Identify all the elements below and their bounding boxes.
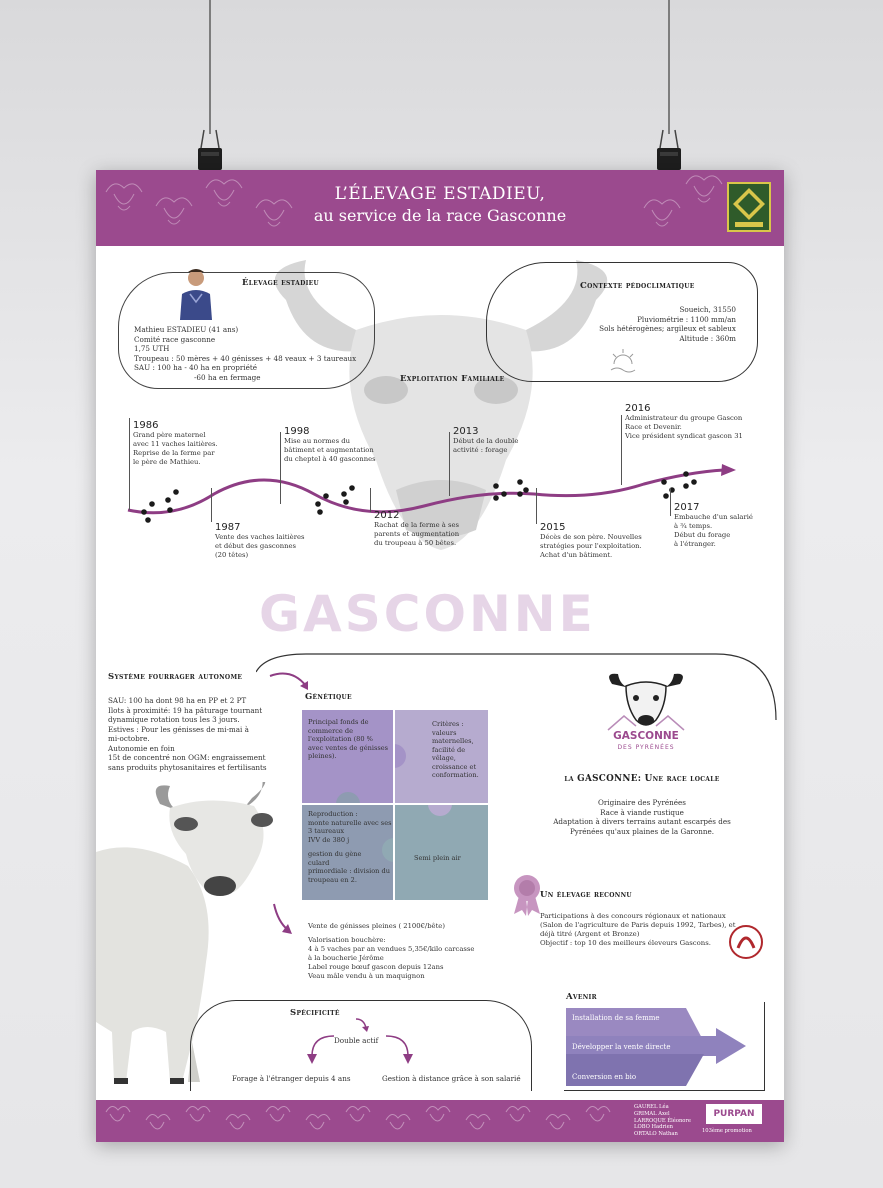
puzzle-line: monte naturelle avec ses <box>308 818 392 827</box>
ventes-line: Valorisation bouchère: <box>308 936 386 944</box>
puzzle-text-criteres <box>432 720 479 780</box>
puzzle-line: culard <box>308 858 330 867</box>
timeline-event-1987 <box>215 522 304 560</box>
fourrager-line: sans produits phytosanitaires et fertilisants <box>108 762 267 772</box>
contexte-details <box>536 305 736 343</box>
fourrager-line: Autonomie en foin <box>108 743 175 753</box>
arrow-left-curve-icon <box>306 1032 336 1066</box>
timeline-event-1986 <box>133 420 218 467</box>
elevage-heading: Élevage estadieu <box>242 278 320 288</box>
reconnu-heading: Un élevage reconnu <box>540 890 632 900</box>
puzzle-line: troupeau en 2. <box>308 875 357 884</box>
puzzle-text-semi-plein-air: Semi plein air <box>414 854 461 862</box>
event-year: 2017 <box>674 502 700 513</box>
contexte-line: Sols hétérogènes; argileux et sableux <box>599 324 736 333</box>
event-year: 2012 <box>374 510 400 521</box>
event-year: 2015 <box>540 522 566 533</box>
race-line: Originaire des Pyrénées <box>598 798 686 807</box>
event-year: 2013 <box>453 426 479 437</box>
puzzle-text-reproduction <box>308 810 391 884</box>
timeline-event-1998 <box>284 426 376 464</box>
puzzle-line: commerce de <box>308 726 354 735</box>
race-locale-heading: la GASCONNE: Une race locale <box>564 774 720 784</box>
event-line: stratégies pour l'exploitation. <box>540 542 642 550</box>
contexte-line: Pluviométrie : 1100 mm/an <box>637 314 736 324</box>
author-name: LOBO Hadrien <box>634 1124 673 1131</box>
poster <box>96 170 784 1142</box>
author-name: ORTALO Nathan <box>634 1131 678 1138</box>
farmer-photo <box>178 266 214 320</box>
event-year: 2016 <box>625 403 651 414</box>
fourrager-line: SAU: 100 ha dont 98 ha en PP et 2 PT <box>108 696 247 705</box>
elevage-line: Mathieu ESTADIEU (41 ans) <box>134 325 239 334</box>
event-line: Début de la double <box>453 437 519 445</box>
avenir-item: Installation de sa femme <box>572 1014 660 1022</box>
event-line: du cheptel à 40 gasconnes <box>284 455 376 463</box>
ventes-line: à la boucherie Jérôme <box>308 954 384 962</box>
timeline-tick <box>370 488 371 512</box>
fourrager-line: Ilots à proximité: 19 ha pâturage tournant <box>108 705 263 715</box>
footer-authors <box>634 1104 691 1138</box>
puzzle-line: valeurs <box>432 728 457 737</box>
label-rouge-icon <box>728 924 764 960</box>
binder-clip-left <box>195 128 225 172</box>
race-line: Pyrénées qu'aux plaines de la Garonne. <box>569 826 715 836</box>
puzzle-line: Critères : <box>432 720 464 728</box>
contexte-line: Soueich, 31550 <box>679 305 736 314</box>
specificite-center: Double actif <box>334 1036 379 1045</box>
ventes-line: Vente de génisses pleines ( 2100€/bête) <box>308 922 445 930</box>
contexte-heading: Contexte pédoclimatique <box>580 281 695 291</box>
race-locale-details <box>516 798 768 836</box>
author-name: GRIMAL Axel <box>634 1110 670 1117</box>
fourrager-line: Estives : Pour les génisses de mi-mai à <box>108 724 249 734</box>
arrow-curved-icon <box>268 670 312 694</box>
event-year: 1986 <box>133 420 159 431</box>
fourrager-heading: Système fourrager autonome <box>108 672 243 682</box>
exploitation-heading: Exploitation Familiale <box>400 374 505 384</box>
elevage-line: -60 ha en fermage <box>194 372 261 382</box>
puzzle-line: conformation. <box>432 771 479 779</box>
contexte-line: Altitude : 360m <box>679 333 736 343</box>
timeline-event-2013 <box>453 426 518 455</box>
elevage-line: Troupeau : 50 mères + 40 génisses + 48 veaux + 3 taureaux <box>134 353 357 363</box>
timeline-tick <box>211 488 212 522</box>
timeline-tick <box>536 488 537 524</box>
event-line: à l'étranger. <box>674 540 716 548</box>
avenir-item: Développer la vente directe <box>572 1043 671 1051</box>
arrow-down-icon <box>268 900 298 940</box>
event-line: à ¾ temps. <box>674 522 713 530</box>
timeline-event-2015 <box>540 522 642 560</box>
avenir-heading: Avenir <box>566 992 597 1002</box>
puzzle-line: l'exploitation (80 % <box>308 735 373 743</box>
reconnu-details <box>540 912 736 948</box>
race-line: Adaptation à divers terrains autant escarpés des <box>553 817 731 826</box>
avenir-item: Conversion en bio <box>572 1073 637 1081</box>
ventes-details <box>308 922 474 981</box>
event-line: Achat d'un bâtiment. <box>540 551 613 559</box>
timeline-tick <box>449 432 450 496</box>
puzzle-line: primordiale : division du <box>308 867 390 875</box>
genetique-heading: Génétique <box>305 692 352 702</box>
event-line: bâtiment et augmentation <box>284 446 374 454</box>
timeline-event-2017 <box>674 502 753 549</box>
puzzle-line: 3 taureaux <box>308 827 345 835</box>
event-line: Rachat de la ferme à ses <box>374 521 460 529</box>
event-line: du troupeau à 50 bêtes. <box>374 539 457 547</box>
puzzle-text-commerce <box>308 718 388 761</box>
author-name: LARROQUE Éléonore <box>634 1117 691 1124</box>
specificite-heading: Spécificité <box>290 1008 340 1018</box>
purpan-logo: PURPAN <box>706 1104 762 1124</box>
puzzle-line: facilité de <box>432 745 466 754</box>
footer-cow-pattern <box>96 1100 616 1142</box>
reconnu-line: déjà titré (Argent et Bronze) <box>540 930 640 938</box>
event-line: activité : forage <box>453 446 508 454</box>
timeline-tick <box>280 432 281 504</box>
specificite-left: Forage à l'étranger depuis 4 ans <box>232 1074 351 1083</box>
specificite-right: Gestion à distance grâce à son salarié <box>382 1074 521 1083</box>
event-line: (20 têtes) <box>215 551 249 559</box>
poster-title: L’ÉLEVAGE ESTADIEU, <box>334 184 546 204</box>
event-line: Vente des vaches laitières <box>215 533 305 541</box>
event-line: le père de Mathieu. <box>133 458 201 466</box>
ventes-line: Veau mâle vendu à un maquignon <box>308 972 425 980</box>
gasconne-logo-sub: DES PYRÉNÉES <box>617 744 675 751</box>
elevage-line: 1,75 UTH <box>134 344 170 353</box>
reconnu-line: Participations à des concours régionaux et nationaux <box>540 912 726 920</box>
puzzle-line: IVV de 380 j <box>308 835 350 844</box>
gasconne-logo-text: GASCONNE <box>613 730 679 742</box>
event-line: et début des gasconnes <box>215 542 296 550</box>
reconnu-line: (Salon de l'agriculture de Paris depuis 1992, Tarbes), et <box>540 921 736 929</box>
puzzle-line: croissance et <box>432 762 477 771</box>
event-line: Embauche d'un salarié <box>674 513 753 521</box>
timeline-event-2016 <box>625 403 743 441</box>
fourrager-line: dynamique rotation tous les 3 jours. <box>108 715 240 724</box>
race-line: Race à viande rustique <box>600 807 684 817</box>
event-line: Reprise de la ferme par <box>133 449 215 457</box>
logo-emblem <box>727 182 771 232</box>
puzzle-line: pleines). <box>308 752 337 760</box>
hanging-string-left <box>209 0 211 134</box>
timeline-tick <box>621 415 622 485</box>
ventes-line: Label rouge bœuf gascon depuis 12ans <box>308 963 444 971</box>
event-line: Vice président syndicat gascon 31 <box>625 432 743 440</box>
puzzle-line: Reproduction : <box>308 810 358 818</box>
elevage-line: Comité race gasconne <box>134 334 216 344</box>
promotion-label: 103ème promotion <box>702 1128 752 1134</box>
reconnu-line: Objectif : top 10 des meilleurs éleveurs Gascons. <box>540 939 711 947</box>
hanging-string-right <box>668 0 670 134</box>
award-rosette-icon <box>510 872 544 916</box>
event-line: Mise au normes du <box>284 437 350 445</box>
fourrager-line: 15t de concentré non OGM: engraissement <box>108 753 266 762</box>
fourrager-line: mi-octobre. <box>108 734 150 743</box>
ventes-line: 4 à 5 vaches par an vendues 5,35€/kilo carcasse <box>308 945 475 953</box>
puzzle-line: Principal fonds de <box>308 718 369 726</box>
elevage-line: SAU : 100 ha - 40 ha en propriété <box>134 363 257 372</box>
puzzle-line: avec ventes de génisses <box>308 743 389 752</box>
event-line: Grand père maternel <box>133 431 206 439</box>
timeline-tick <box>129 418 130 510</box>
event-year: 1998 <box>284 426 310 437</box>
gasconne-cow-logo <box>604 672 688 732</box>
timeline-event-2012 <box>374 510 459 548</box>
poster-subtitle: au service de la race Gasconne <box>313 206 567 225</box>
arrow-down-small-icon <box>354 1016 372 1034</box>
header-banner <box>96 170 784 246</box>
event-line: Race et Devenir. <box>625 423 682 431</box>
binder-clip-right <box>654 128 684 172</box>
timeline-tick <box>670 488 671 516</box>
puzzle-line: gestion du gène <box>308 850 362 858</box>
elevage-details <box>134 325 356 382</box>
event-line: Décès de son père. Nouvelles <box>540 533 642 541</box>
arrow-right-curve-icon <box>384 1032 414 1066</box>
weather-icon <box>608 346 638 376</box>
fourrager-details <box>108 696 267 772</box>
author-name: GAUREL Léa <box>634 1104 669 1110</box>
gasconne-watermark: GASCONNE <box>259 585 596 643</box>
puzzle-line: vêlage, <box>432 754 456 762</box>
event-line: Administrateur du groupe Gascon <box>625 414 743 422</box>
puzzle-line: maternelles, <box>432 737 474 745</box>
event-line: Début du forage <box>674 531 731 539</box>
event-year: 1987 <box>215 522 241 533</box>
event-line: parents et augmentation <box>374 530 460 538</box>
event-line: avec 11 vaches laitières. <box>133 440 218 448</box>
